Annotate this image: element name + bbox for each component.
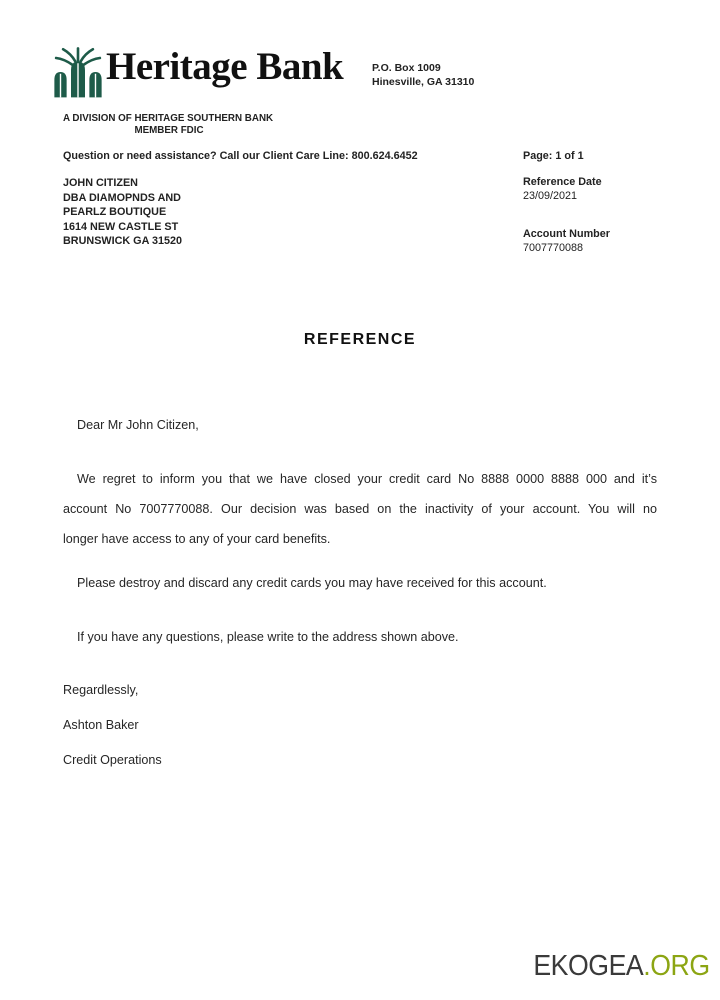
bank-name: Heritage Bank [106, 45, 344, 88]
heritage-bank-tree-logo-icon [50, 46, 106, 98]
paragraph-destroy-cards: Please destroy and discard any credit cards you may have received for this account. [77, 576, 547, 590]
reference-date-label: Reference Date [523, 176, 602, 188]
recipient-dba-line1: DBA DIAMOPNDS AND [63, 191, 181, 204]
recipient-dba-line2: PEARLZ BOUTIQUE [63, 206, 167, 219]
signature-name: Ashton Baker [63, 718, 139, 732]
division-line1: A DIVISION OF HERITAGE SOUTHERN BANK [63, 113, 274, 124]
bank-address-line1: P.O. Box 1009 [372, 62, 441, 74]
closing: Regardlessly, [63, 683, 139, 697]
paragraph1-line3: longer have access to any of your card benefits. [63, 532, 331, 546]
watermark-tld: .ORG [643, 950, 710, 982]
paragraph1-line2: account No 7007770088. Our decision was based on the inactivity of your account. You will no [63, 502, 657, 516]
bank-address [372, 61, 474, 89]
bank-address-line2: Hinesville, GA 31310 [372, 76, 475, 88]
recipient-name: JOHN CITIZEN [63, 177, 138, 189]
account-number-block [523, 228, 610, 255]
division-line2: MEMBER FDIC [134, 125, 204, 136]
watermark-brand: EKOGEA [533, 950, 644, 982]
paragraph-questions: If you have any questions, please write to the address shown above. [77, 630, 459, 644]
letter-title: REFERENCE [303, 331, 417, 348]
recipient-address [63, 176, 182, 249]
watermark [534, 950, 710, 983]
salutation: Dear Mr John Citizen, [77, 418, 199, 432]
recipient-city-state-zip: BRUNSWICK GA 31520 [63, 235, 182, 248]
paragraph1-line1: We regret to inform you that we have closed your credit card No 8888 0000 8888 000 and it’s [77, 472, 657, 486]
signature-title: Credit Operations [63, 753, 162, 767]
account-number-value: 7007770088 [523, 241, 584, 254]
reference-date-block [523, 176, 602, 203]
paragraph-closure-notice [63, 464, 657, 554]
reference-date-value: 23/09/2021 [523, 189, 578, 202]
recipient-street: 1614 NEW CASTLE ST [63, 220, 179, 233]
account-number-label: Account Number [523, 228, 610, 240]
division-note [63, 113, 275, 137]
client-care-line: Question or need assistance? Call our Client Care Line: 800.624.6452 [63, 150, 418, 162]
page-number: Page: 1 of 1 [523, 150, 584, 162]
